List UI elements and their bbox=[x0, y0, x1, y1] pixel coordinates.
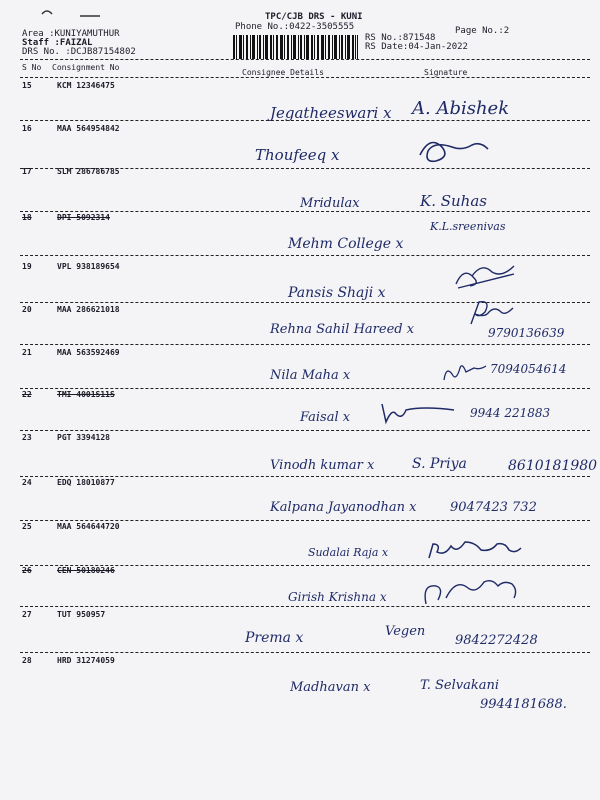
row-divider bbox=[20, 606, 590, 607]
row-consignment: CEN 50180246 bbox=[57, 566, 115, 575]
office-title: TPC/CJB DRS - KUNI bbox=[265, 12, 363, 22]
signature-scribble bbox=[420, 576, 530, 610]
row-consignment: PGT 3394128 bbox=[57, 433, 110, 442]
row-consignment: TUT 950957 bbox=[57, 610, 106, 619]
phone-number: Phone No.:0422-3505555 bbox=[235, 22, 355, 32]
row-consignee-name: Nila Maha x bbox=[270, 368, 351, 383]
header-divider-bottom bbox=[20, 77, 590, 78]
row-consignee-name: Kalpana Jayanodhan x bbox=[270, 500, 417, 515]
row-consignee-name: Rehna Sahil Hareed x bbox=[270, 322, 415, 337]
row-consignment: HRD 31274059 bbox=[57, 656, 115, 665]
row-divider bbox=[20, 211, 590, 212]
row-consignee-name: Thoufeeq x bbox=[255, 146, 340, 164]
signature-scribble bbox=[465, 298, 520, 328]
pen-mark bbox=[40, 6, 110, 20]
col-header-consignee: Consignee Details bbox=[242, 68, 324, 77]
row-phone: 9047423 732 bbox=[450, 500, 537, 515]
row-sno: 16 bbox=[22, 124, 32, 133]
col-header-signature: Signature bbox=[424, 68, 468, 77]
row-consignment: TMI 4001S11S bbox=[57, 390, 115, 399]
row-sno: 20 bbox=[22, 305, 32, 314]
col-header-consignment: Consignment No bbox=[52, 63, 120, 72]
row-consignment: MAA 564644720 bbox=[57, 522, 120, 531]
row-phone: 9790136639 bbox=[488, 326, 565, 340]
row-sno: 19 bbox=[22, 262, 32, 271]
row-signature-text: K.L.sreenivas bbox=[430, 220, 506, 233]
row-divider bbox=[20, 430, 590, 431]
row-signature-text: A. Abishek bbox=[412, 98, 510, 119]
row-divider bbox=[20, 255, 590, 256]
row-sno: 23 bbox=[22, 433, 32, 442]
drs-number: DRS No. :DCJB87154802 bbox=[22, 47, 136, 57]
row-sno: 24 bbox=[22, 478, 32, 487]
row-divider bbox=[20, 520, 590, 521]
staff-label: Staff :FAIZAL bbox=[22, 38, 93, 48]
signature-scribble bbox=[415, 135, 495, 165]
signature-scribble bbox=[450, 258, 520, 290]
row-sno: 27 bbox=[22, 610, 32, 619]
row-sno: 17 bbox=[22, 167, 32, 176]
row-phone: 9842272428 bbox=[455, 633, 538, 648]
row-consignment: DPI 5092314 bbox=[57, 213, 110, 222]
row-consignment: KCM 12346475 bbox=[57, 81, 115, 90]
row-signature-text: Vegen bbox=[385, 624, 426, 639]
area-label: Area :KUNIYAMUTHUR bbox=[22, 29, 120, 39]
row-phone: 7094054614 bbox=[490, 362, 567, 376]
row-divider bbox=[20, 652, 590, 653]
row-sno: 26 bbox=[22, 566, 32, 575]
rs-number: RS No.:871548 bbox=[365, 33, 436, 43]
row-phone: 9944181688. bbox=[480, 697, 567, 712]
row-consignee-name: Mehm College x bbox=[288, 236, 404, 252]
row-divider bbox=[20, 388, 590, 389]
page-number: Page No.:2 bbox=[455, 26, 510, 36]
row-consignee-name: Faisal x bbox=[300, 410, 351, 425]
row-consignee-name: Girish Krishna x bbox=[288, 590, 387, 604]
row-consignment: EDQ 18010877 bbox=[57, 478, 115, 487]
row-consignment: MAA 563592469 bbox=[57, 348, 120, 357]
row-consignee-name: Jegatheeswari x bbox=[270, 104, 392, 122]
row-consignee-name: Madhavan x bbox=[290, 680, 371, 695]
row-consignment: MAA 286621018 bbox=[57, 305, 120, 314]
signature-scribble bbox=[425, 540, 525, 562]
row-consignee-name: Pansis Shaji x bbox=[288, 285, 386, 301]
row-sno: 22 bbox=[22, 390, 32, 399]
row-consignee-name: Prema x bbox=[245, 630, 304, 646]
row-consignee-name: Sudalai Raja x bbox=[308, 546, 389, 559]
row-sno: 18 bbox=[22, 213, 32, 222]
row-signature-text: T. Selvakani bbox=[420, 678, 500, 693]
signature-scribble bbox=[440, 360, 490, 384]
row-consignment: MAA 564954842 bbox=[57, 124, 120, 133]
col-header-sno: S No bbox=[22, 63, 42, 72]
signature-scribble bbox=[378, 400, 458, 426]
row-consignment: VPL 938189654 bbox=[57, 262, 120, 271]
row-sno: 28 bbox=[22, 656, 32, 665]
row-sno: 25 bbox=[22, 522, 32, 531]
row-sno: 15 bbox=[22, 81, 32, 90]
row-divider bbox=[20, 476, 590, 477]
row-consignee-name: Vinodh kumar x bbox=[270, 458, 375, 473]
row-phone: 9944 221883 bbox=[470, 406, 551, 420]
barcode-image bbox=[232, 34, 359, 60]
row-signature-text: S. Priya bbox=[412, 456, 467, 472]
header-divider-top bbox=[20, 59, 590, 60]
row-consignee-name: Mridulax bbox=[300, 196, 360, 211]
row-phone: 8610181980 bbox=[508, 458, 598, 474]
rs-date: RS Date:04-Jan-2022 bbox=[365, 42, 468, 52]
row-consignment: SLM 286786785 bbox=[57, 167, 120, 176]
row-divider bbox=[20, 344, 590, 345]
row-signature-text: K. Suhas bbox=[420, 192, 487, 210]
row-sno: 21 bbox=[22, 348, 32, 357]
row-divider bbox=[20, 120, 590, 121]
